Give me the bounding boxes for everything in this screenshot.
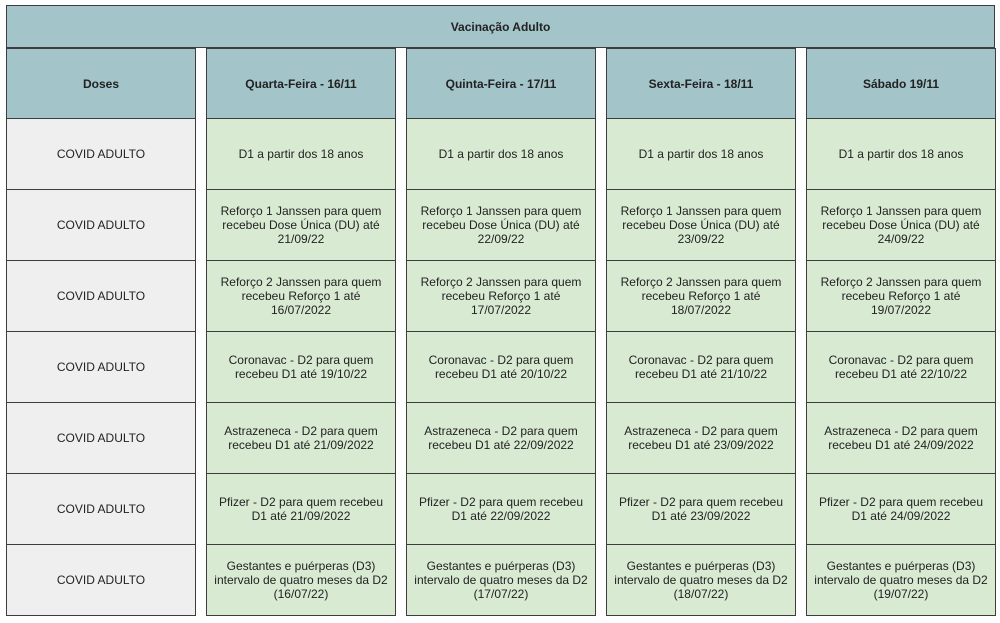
schedule-cell: Pfizer - D2 para quem recebeu D1 até 24/09/2022 bbox=[806, 473, 996, 545]
schedule-cell: Reforço 2 Janssen para quem recebeu Reforço 1 até 18/07/2022 bbox=[606, 260, 796, 332]
schedule-cell: Coronavac - D2 para quem recebeu D1 até 19/10/22 bbox=[206, 331, 396, 403]
schedule-cell: Astrazeneca - D2 para quem recebeu D1 até 23/09/2022 bbox=[606, 402, 796, 474]
dose-label: COVID ADULTO bbox=[6, 118, 196, 190]
schedule-cell: Reforço 1 Janssen para quem recebeu Dose Única (DU) até 21/09/22 bbox=[206, 189, 396, 261]
schedule-grid bbox=[6, 48, 996, 616]
schedule-cell: Coronavac - D2 para quem recebeu D1 até 22/10/22 bbox=[806, 331, 996, 403]
schedule-cell: Reforço 1 Janssen para quem recebeu Dose Única (DU) até 23/09/22 bbox=[606, 189, 796, 261]
schedule-cell: Pfizer - D2 para quem recebeu D1 até 22/09/2022 bbox=[406, 473, 596, 545]
schedule-cell: D1 a partir dos 18 anos bbox=[206, 118, 396, 190]
schedule-cell: Reforço 1 Janssen para quem recebeu Dose Única (DU) até 22/09/22 bbox=[406, 189, 596, 261]
schedule-cell: Pfizer - D2 para quem recebeu D1 até 23/09/2022 bbox=[606, 473, 796, 545]
schedule-cell: Pfizer - D2 para quem recebeu D1 até 21/09/2022 bbox=[206, 473, 396, 545]
schedule-cell: Reforço 1 Janssen para quem recebeu Dose Única (DU) até 24/09/22 bbox=[806, 189, 996, 261]
schedule-cell: Reforço 2 Janssen para quem recebeu Reforço 1 até 17/07/2022 bbox=[406, 260, 596, 332]
schedule-cell: D1 a partir dos 18 anos bbox=[606, 118, 796, 190]
table-title: Vacinação Adulto bbox=[6, 5, 995, 48]
schedule-cell: Reforço 2 Janssen para quem recebeu Reforço 1 até 19/07/2022 bbox=[806, 260, 996, 332]
header-saturday: Sábado 19/11 bbox=[806, 48, 996, 119]
vaccination-schedule-table bbox=[6, 5, 995, 618]
header-friday: Sexta-Feira - 18/11 bbox=[606, 48, 796, 119]
dose-label: COVID ADULTO bbox=[6, 402, 196, 474]
schedule-cell: Gestantes e puérperas (D3) intervalo de quatro meses da D2 (17/07/22) bbox=[406, 544, 596, 616]
schedule-cell: Gestantes e puérperas (D3) intervalo de quatro meses da D2 (18/07/22) bbox=[606, 544, 796, 616]
schedule-cell: Coronavac - D2 para quem recebeu D1 até 21/10/22 bbox=[606, 331, 796, 403]
schedule-cell: D1 a partir dos 18 anos bbox=[406, 118, 596, 190]
schedule-cell: Astrazeneca - D2 para quem recebeu D1 até 22/09/2022 bbox=[406, 402, 596, 474]
dose-label: COVID ADULTO bbox=[6, 544, 196, 616]
dose-label: COVID ADULTO bbox=[6, 473, 196, 545]
schedule-cell: Gestantes e puérperas (D3) intervalo de quatro meses da D2 (16/07/22) bbox=[206, 544, 396, 616]
schedule-cell: D1 a partir dos 18 anos bbox=[806, 118, 996, 190]
dose-label: COVID ADULTO bbox=[6, 331, 196, 403]
header-wednesday: Quarta-Feira - 16/11 bbox=[206, 48, 396, 119]
schedule-cell: Astrazeneca - D2 para quem recebeu D1 até 24/09/2022 bbox=[806, 402, 996, 474]
schedule-cell: Gestantes e puérperas (D3) intervalo de quatro meses da D2 (19/07/22) bbox=[806, 544, 996, 616]
dose-label: COVID ADULTO bbox=[6, 189, 196, 261]
schedule-cell: Reforço 2 Janssen para quem recebeu Reforço 1 até 16/07/2022 bbox=[206, 260, 396, 332]
schedule-cell: Astrazeneca - D2 para quem recebeu D1 até 21/09/2022 bbox=[206, 402, 396, 474]
schedule-cell: Coronavac - D2 para quem recebeu D1 até 20/10/22 bbox=[406, 331, 596, 403]
dose-label: COVID ADULTO bbox=[6, 260, 196, 332]
header-thursday: Quinta-Feira - 17/11 bbox=[406, 48, 596, 119]
header-doses: Doses bbox=[6, 48, 196, 119]
